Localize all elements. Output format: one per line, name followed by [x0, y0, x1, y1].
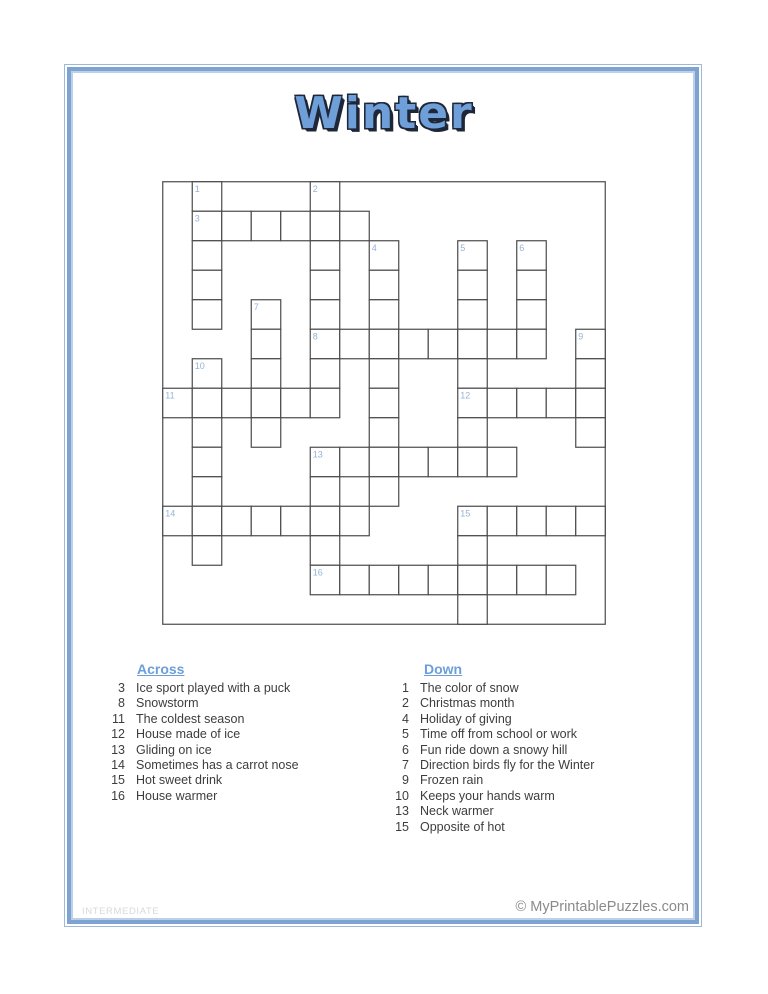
- clue-number: 1: [402, 681, 409, 695]
- down-clues-section: [385, 661, 705, 835]
- clue-item: [101, 758, 401, 773]
- clue-item: [101, 696, 401, 711]
- grid-cell: [517, 329, 547, 359]
- grid-cell: [251, 506, 281, 536]
- clue-number: 4: [402, 711, 409, 726]
- clue-number: 6: [402, 742, 409, 757]
- grid-cell: [251, 359, 281, 389]
- clue-item: [385, 712, 705, 727]
- clue-text: Sometimes has a carrot nose: [136, 758, 299, 773]
- clue-text: Fun ride down a snowy hill: [420, 742, 568, 757]
- clue-text: Keeps your hands warm: [420, 788, 555, 803]
- grid-cell: [310, 388, 340, 418]
- grid-cell: [576, 388, 606, 418]
- difficulty-label: INTERMEDIATE: [82, 906, 160, 917]
- grid-cell: [310, 359, 340, 389]
- grid-cell: [310, 241, 340, 271]
- grid-cell: [192, 447, 222, 477]
- grid-cell: [369, 388, 399, 418]
- grid-cell: [546, 506, 576, 536]
- grid-cell: [428, 329, 458, 359]
- grid-cell: [251, 211, 281, 241]
- grid-cell: [310, 477, 340, 507]
- grid-cell: [192, 536, 222, 566]
- grid-cell: [487, 506, 517, 536]
- clue-item: [385, 789, 705, 804]
- grid-cell: [281, 388, 311, 418]
- clue-item: [101, 773, 401, 788]
- clue-number: 11: [112, 711, 125, 726]
- grid-cell: [340, 506, 370, 536]
- grid-cell: [369, 447, 399, 477]
- clue-text: House made of ice: [136, 727, 241, 742]
- grid-cell: [340, 211, 370, 241]
- grid-cell: [310, 506, 340, 536]
- cell-number: 8: [312, 331, 318, 342]
- grid-cell: [222, 211, 252, 241]
- clue-text: Time off from school or work: [420, 727, 577, 742]
- grid-cell: [369, 477, 399, 507]
- grid-cell: [281, 211, 311, 241]
- grid-cell: [576, 506, 606, 536]
- clue-item: [385, 773, 705, 788]
- clue-item: [385, 804, 705, 819]
- clue-number: 12: [111, 727, 125, 742]
- grid-cell: [310, 211, 340, 241]
- grid-cell: [369, 359, 399, 389]
- clue-item: [385, 758, 705, 773]
- clue-number: 8: [118, 696, 125, 711]
- grid-cell: [222, 506, 252, 536]
- clue-text: Gliding on ice: [136, 742, 212, 757]
- grid-cell: [192, 477, 222, 507]
- grid-cell: [458, 565, 488, 595]
- clue-number: 15: [111, 773, 125, 788]
- copyright-credit: © MyPrintablePuzzles.com: [515, 899, 689, 915]
- grid-cell: [192, 300, 222, 330]
- clue-item: [101, 681, 401, 696]
- grid-cell: [487, 388, 517, 418]
- clue-number: 14: [111, 758, 125, 773]
- grid-cell: [458, 300, 488, 330]
- grid-cell: [192, 418, 222, 448]
- clue-text: Ice sport played with a puck: [136, 681, 291, 695]
- cell-number: 9: [578, 331, 584, 342]
- clue-text: Opposite of hot: [420, 819, 505, 834]
- across-clues-section: [101, 661, 401, 804]
- clue-number: 5: [402, 727, 409, 742]
- across-clue-list: [101, 681, 401, 804]
- cell-number: 15: [460, 508, 471, 519]
- grid-cell: [458, 595, 488, 625]
- grid-cell: [546, 388, 576, 418]
- grid-cell: [192, 241, 222, 271]
- grid-cell: [458, 536, 488, 566]
- cell-number: 1: [194, 183, 200, 194]
- grid-cell: [310, 300, 340, 330]
- grid-cell: [487, 329, 517, 359]
- cell-number: 5: [460, 242, 466, 253]
- clue-number: 16: [111, 788, 125, 803]
- clue-item: [101, 789, 401, 804]
- clue-item: [101, 712, 401, 727]
- grid-cell: [251, 418, 281, 448]
- grid-cell: [576, 418, 606, 448]
- crossword-grid: [162, 181, 606, 625]
- grid-cell: [399, 447, 429, 477]
- grid-cell: [517, 506, 547, 536]
- grid-cell: [517, 300, 547, 330]
- cell-number: 4: [371, 242, 377, 253]
- clue-text: Direction birds fly for the Winter: [420, 758, 595, 773]
- cell-number: 7: [253, 301, 259, 312]
- clue-item: [101, 743, 401, 758]
- cell-number: 13: [312, 449, 323, 460]
- clue-item: [385, 696, 705, 711]
- grid-cell: [576, 359, 606, 389]
- clue-text: Neck warmer: [420, 804, 494, 819]
- cell-number: 6: [519, 242, 525, 253]
- grid-cell: [310, 536, 340, 566]
- cell-number: 11: [165, 390, 175, 401]
- clue-item: [385, 743, 705, 758]
- grid-cell: [487, 565, 517, 595]
- grid-cell: [399, 565, 429, 595]
- clue-number: 10: [395, 788, 409, 803]
- clue-number: 13: [395, 804, 409, 819]
- grid-cell: [192, 388, 222, 418]
- clue-text: The coldest season: [136, 711, 245, 726]
- down-header: Down: [424, 661, 463, 677]
- grid-cell: [340, 565, 370, 595]
- grid-cell: [192, 270, 222, 300]
- clue-text: Snowstorm: [136, 696, 199, 711]
- clue-number: 3: [118, 681, 125, 695]
- grid-cell: [340, 447, 370, 477]
- clue-text: Christmas month: [420, 696, 515, 711]
- clue-number: 7: [402, 758, 409, 773]
- clue-number: 2: [402, 696, 409, 711]
- down-clue-list: [385, 681, 705, 835]
- grid-cell: [399, 329, 429, 359]
- clue-item: [385, 727, 705, 742]
- grid-cell: [487, 447, 517, 477]
- clue-text: House warmer: [136, 788, 218, 803]
- puzzle-title: Winter: [294, 88, 474, 139]
- clue-text: Holiday of giving: [420, 711, 512, 726]
- grid-cell: [458, 447, 488, 477]
- grid-cell: [192, 506, 222, 536]
- cell-number: 16: [312, 567, 323, 578]
- grid-cell: [369, 329, 399, 359]
- grid-cell: [369, 300, 399, 330]
- clue-item: [101, 727, 401, 742]
- grid-cell: [517, 270, 547, 300]
- clue-text: Hot sweet drink: [136, 773, 223, 788]
- grid-cell: [428, 447, 458, 477]
- clue-text: Frozen rain: [420, 773, 484, 788]
- grid-cell: [369, 418, 399, 448]
- grid-cell: [458, 359, 488, 389]
- clue-number: 9: [402, 773, 409, 788]
- cell-number: 3: [194, 213, 200, 224]
- grid-cell: [517, 388, 547, 418]
- across-header: Across: [137, 661, 185, 677]
- clue-text: The color of snow: [420, 681, 519, 695]
- clue-number: 13: [111, 742, 125, 757]
- grid-cell: [458, 418, 488, 448]
- grid-cell: [517, 565, 547, 595]
- grid-cell: [310, 270, 340, 300]
- clue-item: [385, 681, 705, 696]
- grid-cell: [458, 270, 488, 300]
- grid-cell: [546, 565, 576, 595]
- cell-number: 2: [312, 183, 318, 194]
- grid-cell: [251, 329, 281, 359]
- cell-number: 14: [165, 508, 176, 519]
- grid-cell: [369, 565, 399, 595]
- grid-cell: [369, 270, 399, 300]
- grid-cell: [458, 329, 488, 359]
- grid-cell: [222, 388, 252, 418]
- clue-number: 15: [395, 819, 409, 834]
- grid-cell: [251, 388, 281, 418]
- cell-number: 12: [460, 390, 471, 401]
- grid-cell: [428, 565, 458, 595]
- grid-cell: [340, 329, 370, 359]
- cell-number: 10: [194, 360, 205, 371]
- grid-cell: [281, 506, 311, 536]
- clue-item: [385, 820, 705, 835]
